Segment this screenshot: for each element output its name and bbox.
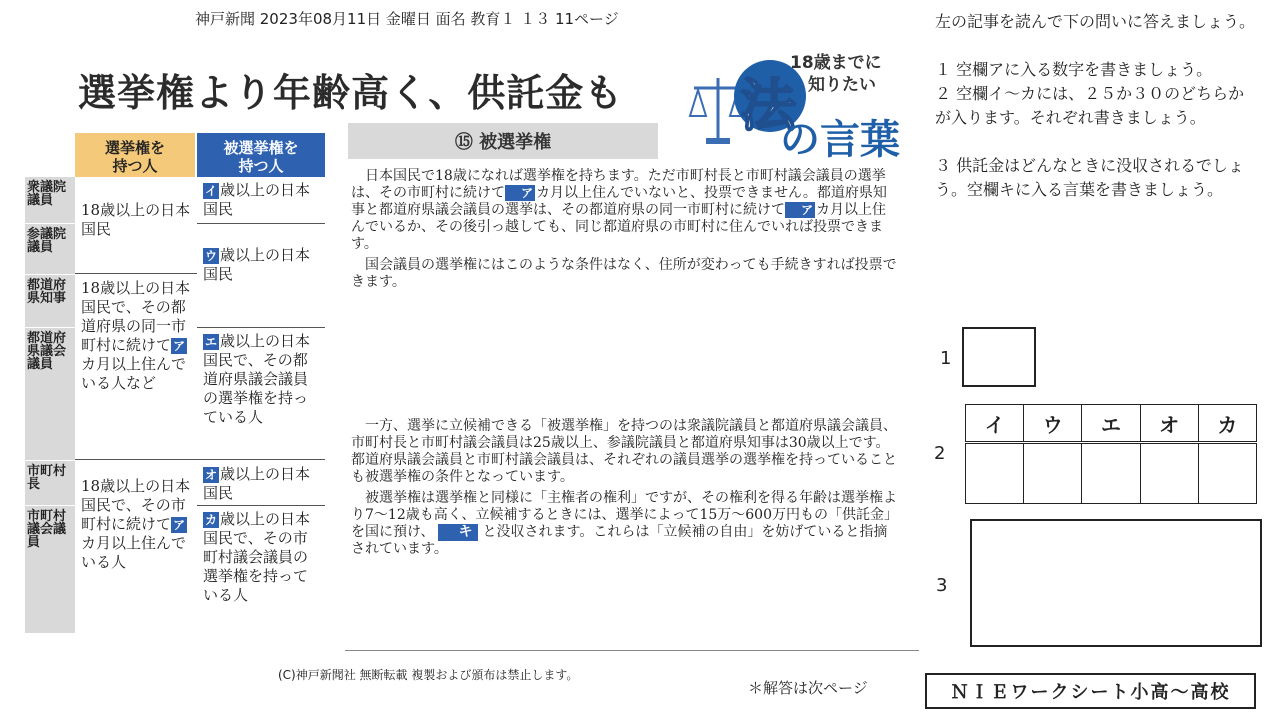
row-head-pref-assembly: 都道府県議会議員 xyxy=(25,328,75,460)
row-head-councillors: 参議院議員 xyxy=(25,224,75,274)
candidacy-pref-text: 歳以上の日本国民で、その都道府県議会議員の選挙権を持っている人 xyxy=(203,332,311,426)
p4-part-b: と没収されます。これらは「立候補の自由」を妨げていると指摘されています。 xyxy=(351,524,888,557)
answer-1-box[interactable] xyxy=(962,327,1036,387)
blank-a-tag-2: ア xyxy=(173,518,186,532)
answer-cell-e[interactable] xyxy=(1082,443,1140,504)
answer-cell-u[interactable] xyxy=(1024,443,1082,504)
question-3: ３ 供託金はどんなときに没収されるでしょう。空欄キに入る言葉を書きましょう。 xyxy=(935,156,1244,199)
section-title: ⑮ 被選挙権 xyxy=(348,123,658,159)
question-1: １ 空欄アに入る数字を書きましょう。 xyxy=(935,60,1213,79)
blank-e-tag: エ xyxy=(205,335,218,349)
row-head-house-reps: 衆議院議員 xyxy=(25,177,75,223)
questions-intro: 左の記事を読んで下の問いに答えましょう。 xyxy=(935,12,1256,31)
row-head-governor: 都道府県知事 xyxy=(25,275,75,327)
blank-o-tag: オ xyxy=(205,468,218,482)
p1-part-b: カ月以上住んでいないと、投票できません。都道府県知事と都道府県議会議員の選挙は、その都道府県の同一市町村に続けて xyxy=(351,185,887,218)
question-2: ２ 空欄イ〜カには、２５か３０のどちらかが入ります。それぞれ書きましょう。 xyxy=(935,84,1245,127)
article-blank-ki: キ xyxy=(438,524,478,541)
eligibility-table xyxy=(25,133,325,633)
questions-panel xyxy=(935,10,1255,226)
grid-header-ka: カ xyxy=(1198,405,1256,443)
grid-header-e: エ xyxy=(1082,405,1140,443)
article-paragraph-3: 一方、選挙に立候補できる「被選挙権」を持つのは衆議院議員と都道府県議会議員、市町村長と市町村議会議員は25歳以上、参議院議員と都道府県知事は30歳以上です。都道府県議会議員と市町村議会議員は、それぞれの議員選挙の選挙権を持っていることも被選挙権の条件となっています。 xyxy=(351,418,897,485)
candidacy-mayor-text: 歳以上の日本国民 xyxy=(203,465,311,502)
article-blank-a: ア xyxy=(505,185,535,201)
row-head-municipal-assembly: 市町村議会議員 xyxy=(25,506,75,633)
article-body xyxy=(345,166,919,650)
table-header-voting: 選挙権を 持つ人 xyxy=(75,133,195,177)
candidacy-mayor xyxy=(197,461,325,506)
blank-ka-tag: カ xyxy=(205,513,218,527)
p1-part-a: 日本国民で18歳になれば選挙権を持ちます。ただ市町村長と市町村議会議員の選挙は、その市町村に続けて xyxy=(351,168,886,201)
p1-part-c: カ月以上住んでいるか、その後引っ越しても、同じ都道府県の市町村に住んでいれば投票できます。 xyxy=(351,202,887,252)
candidacy-house-text: 歳以上の日本国民 xyxy=(203,181,311,218)
copyright-notice: (C)神戸新聞社 無断転載 複製および頒布は禁止します。 xyxy=(278,668,579,682)
candidacy-muni-text: 歳以上の日本国民で、その市町村議会議員の選挙権を持っている人 xyxy=(203,510,311,604)
article-upper-block xyxy=(345,166,905,396)
logo-big-char: 法 xyxy=(740,73,796,139)
voting-muni-tail: カ月以上住んでいる人 xyxy=(81,534,187,571)
answer-cell-ka[interactable] xyxy=(1198,443,1256,504)
blank-a-tag: ア xyxy=(173,339,186,353)
article-paragraph-2: 国会議員の選挙権にはこのような条件はなく、住所が変わっても手続きすれば投票できます。 xyxy=(351,257,897,290)
answer-2-grid xyxy=(965,404,1257,504)
table-header-candidacy: 被選挙権を 持つ人 xyxy=(197,133,325,177)
answer-note: ＊解答は次ページ xyxy=(748,679,868,697)
answer-2-number: 2 xyxy=(934,443,946,464)
article-divider xyxy=(345,650,919,651)
p4-part-a: 被選挙権は選挙権と同様に「主権者の権利」ですが、その権利を得る年齢は選挙権より7〜12歳も高く、立候補するときには、選挙によって15万〜600万円もの「供託金」を国に預け、 xyxy=(351,490,898,540)
article-paragraph-1 xyxy=(351,168,899,253)
article-lower-block xyxy=(345,416,905,646)
candidacy-municipal-assembly xyxy=(197,506,325,633)
series-logo xyxy=(688,48,910,163)
newspaper-header: 神戸新聞 2023年08月11日 金曜日 面名 教育１ １３ 11ページ xyxy=(195,10,619,28)
candidacy-councillors-governor xyxy=(197,224,325,328)
answer-1-number: 1 xyxy=(940,348,952,369)
voting-national: 18歳以上の日本国民 xyxy=(75,177,197,274)
voting-pref-text: 18歳以上の日本国民で、その都道府県の同一市町村に続けて xyxy=(81,279,191,354)
voting-municipal xyxy=(75,461,197,633)
voting-muni-text: 18歳以上の日本国民で、その市町村に続けて xyxy=(81,477,191,533)
worksheet-label: ＮＩＥワークシート小高〜高校 xyxy=(925,673,1256,709)
voting-pref-tail: カ月以上住んでいる人など xyxy=(81,355,187,392)
answer-cell-i[interactable] xyxy=(966,443,1024,504)
article-paragraph-4 xyxy=(351,490,899,558)
answer-3-number: 3 xyxy=(936,575,948,596)
grid-header-u: ウ xyxy=(1024,405,1082,443)
blank-i-tag: イ xyxy=(205,184,218,198)
voting-prefecture xyxy=(75,275,197,460)
logo-word: の言葉 xyxy=(780,116,900,163)
answer-cell-o[interactable] xyxy=(1140,443,1198,504)
blank-u-tag: ウ xyxy=(205,249,218,263)
grid-header-i: イ xyxy=(966,405,1024,443)
logo-subtitle-1: 18歳までに xyxy=(790,53,882,73)
answer-3-box[interactable] xyxy=(970,519,1262,647)
logo-subtitle-2: 知りたい xyxy=(808,75,876,95)
article-blank-a-2: ア xyxy=(785,202,815,218)
article-headline: 選挙権より年齢高く、供託金も xyxy=(78,70,624,115)
candidacy-house-reps xyxy=(197,177,325,224)
candidacy-pref-assembly xyxy=(197,328,325,460)
row-head-mayor: 市町村長 xyxy=(25,461,75,505)
grid-header-o: オ xyxy=(1140,405,1198,443)
candidacy-councillors-text: 歳以上の日本国民 xyxy=(203,246,311,283)
